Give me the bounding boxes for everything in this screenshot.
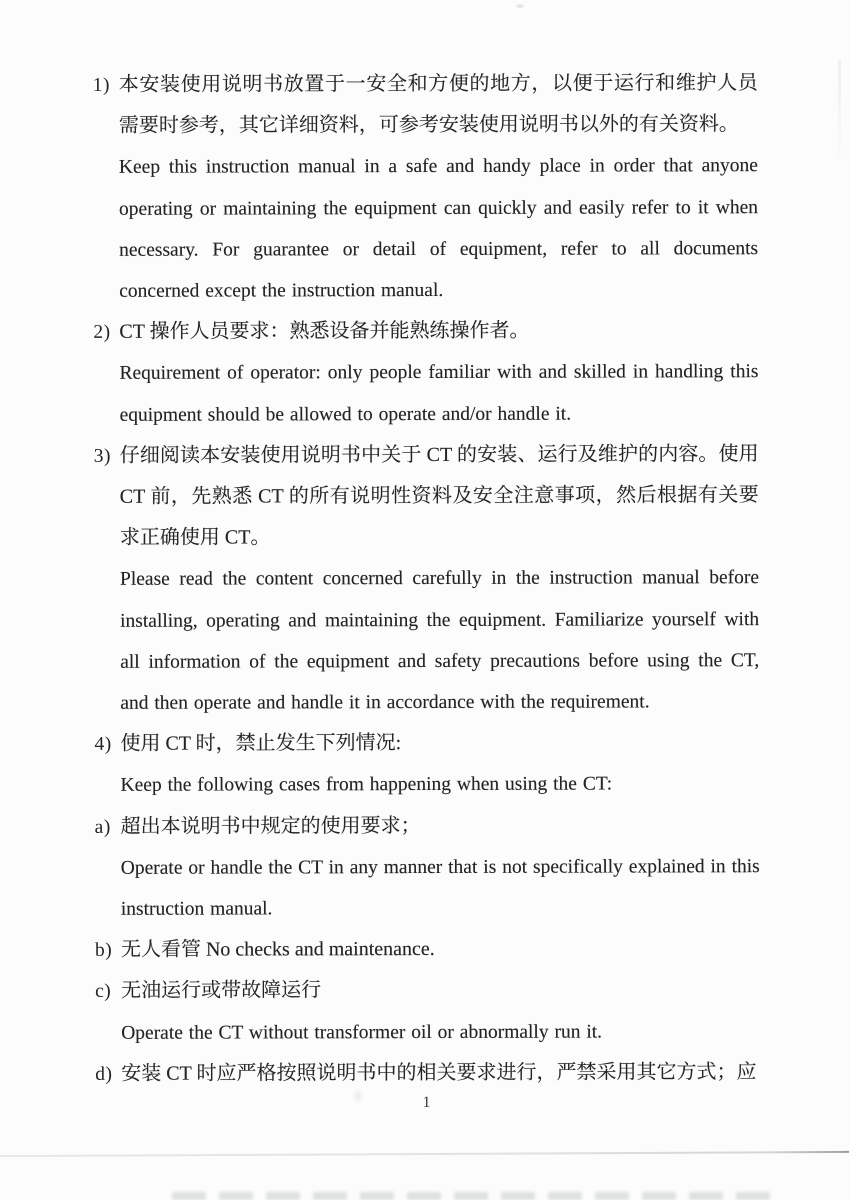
item-text-en: Keep the following cases from happening when using the CT:	[120, 773, 613, 797]
item-text-zh: CT 操作人员要求：熟悉设备并能熟练操作者。	[119, 319, 530, 344]
item-text-en: Please read the content concerned carefully in the instruction manual before installing, operating and maintaining the equipment. Familiarize yourself with all information of the equipment and safety precautions before using the CT, and then operate and handle it in accordance with the requirement.	[119, 567, 760, 714]
item-marker: a)	[94, 816, 111, 838]
list-item	[95, 928, 760, 971]
next-page-bleed-artifact	[172, 1192, 772, 1200]
item-marker: 4)	[94, 734, 112, 756]
scan-speck	[516, 4, 524, 8]
item-marker: 2)	[93, 322, 111, 344]
item-marker: 3)	[93, 445, 111, 467]
list-item	[94, 722, 759, 806]
scan-edge-streak	[838, 60, 841, 170]
item-list	[93, 63, 761, 1095]
item-text-zh: 安装 CT 时应严格按照说明书中的相关要求进行，严禁采用其它方式；应	[121, 1061, 757, 1085]
list-item	[94, 434, 760, 724]
document-body	[93, 63, 761, 1095]
item-text-zh: 本安装使用说明书放置于一安全和方便的地方，以便于运行和维护人员需要时参考，其它详细资料，可参考安装使用说明书以外的有关资料。	[118, 72, 758, 138]
page-number: 1	[422, 1094, 431, 1111]
item-text-zh: 仔细阅读本安装使用说明书中关于 CT 的安装、运行及维护的内容。使用 CT 前，先熟悉 CT 的所有说明性资料及安全注意事项，然后根据有关要求正确使用 CT。	[119, 442, 759, 550]
item-text-zh: 无人看管 No checks and maintenance.	[120, 938, 435, 962]
item-text-zh: 使用 CT 时，禁止发生下列情况:	[120, 732, 402, 756]
item-marker: 1)	[92, 74, 110, 96]
list-item	[95, 1052, 760, 1095]
item-text-zh: 超出本说明书中规定的使用要求；	[120, 814, 421, 838]
list-item	[93, 63, 759, 312]
item-text-zh: 无油运行或带故障运行	[121, 979, 322, 1003]
item-text-en: Operate or handle the CT in any manner that is not specifically explained in this instruction manual.	[120, 855, 760, 920]
item-marker: b)	[94, 940, 113, 962]
list-item	[93, 310, 758, 435]
list-item	[95, 805, 760, 930]
list-item	[95, 970, 760, 1054]
item-marker: d)	[95, 1063, 113, 1085]
scanner-artifact-line	[0, 1151, 849, 1157]
item-text-en: Requirement of operator: only people familiar with and skilled in handling this equipment should be allowed to operate and/or handle it.	[119, 361, 759, 426]
item-marker: c)	[95, 981, 112, 1003]
item-text-en: Operate the CT without transformer oil or abnormally run it.	[121, 1021, 603, 1044]
scan-speck	[352, 1088, 364, 1104]
item-text-en: Keep this instruction manual in a safe and handy place in order that anyone operating or maintaining the equipment can quickly and easily refer to it when necessary. For guarantee or detail of equipment, refer to all documents concerned except the instruction manual.	[118, 155, 759, 302]
